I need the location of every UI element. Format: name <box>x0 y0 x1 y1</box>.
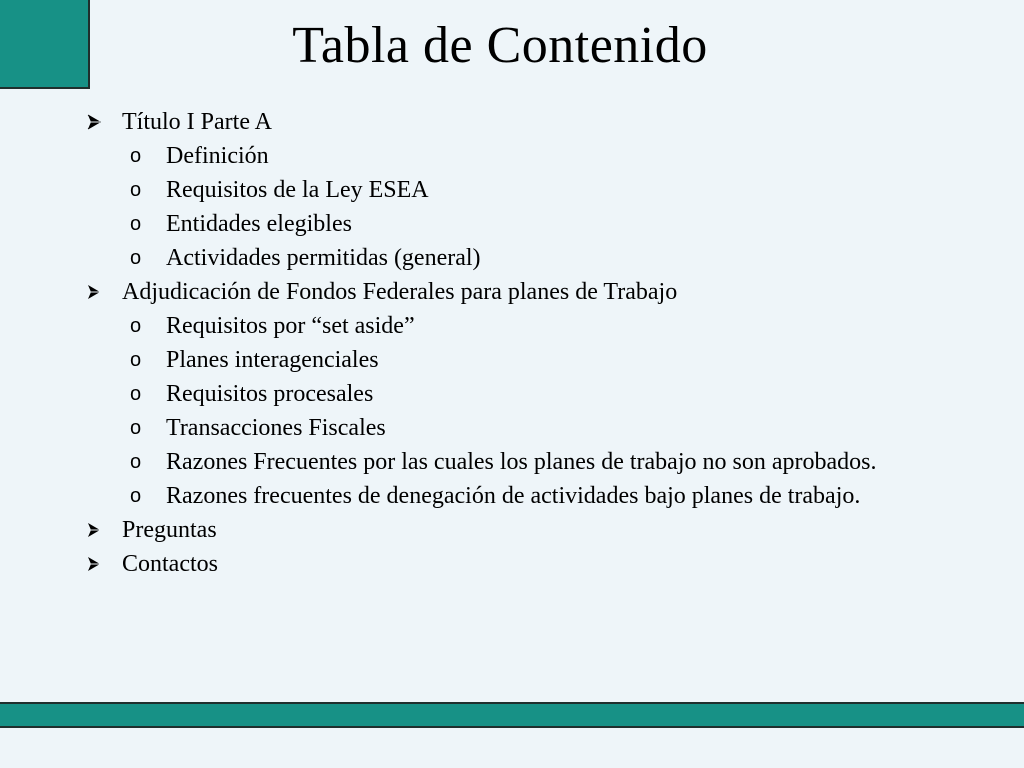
toc-subitem-label: Requisitos por “set aside” <box>166 313 415 339</box>
circle-bullet-icon: o <box>130 451 142 473</box>
circle-bullet-icon: o <box>130 247 142 269</box>
toc-section-label: Preguntas <box>122 517 217 543</box>
arrow-bullet-icon <box>84 108 106 136</box>
toc-section <box>84 108 944 136</box>
toc-subitem <box>84 448 944 476</box>
toc-subitem <box>84 210 944 238</box>
toc-subitem-label: Actividades permitidas (general) <box>166 245 481 271</box>
toc-subitem <box>84 244 944 272</box>
toc-section-label: Adjudicación de Fondos Federales para planes de Trabajo <box>122 279 678 305</box>
bottom-accent-bar <box>0 702 1024 728</box>
circle-bullet-icon: o <box>130 349 142 371</box>
toc-subitem-label: Razones frecuentes de denegación de actividades bajo planes de trabajo. <box>166 483 861 509</box>
toc-section <box>84 278 944 306</box>
toc-subitem-label: Requisitos procesales <box>166 381 374 407</box>
arrow-bullet-icon <box>84 550 106 578</box>
toc-subitem <box>84 346 944 374</box>
circle-bullet-icon: o <box>130 485 142 507</box>
toc-subitem <box>84 414 944 442</box>
circle-bullet-icon: o <box>130 213 142 235</box>
toc-section-label: Contactos <box>122 551 218 577</box>
circle-bullet-icon: o <box>130 417 142 439</box>
toc-section <box>84 516 944 544</box>
toc-section <box>84 550 944 578</box>
slide-title: Tabla de Contenido <box>292 17 708 74</box>
toc-subitem <box>84 142 944 170</box>
toc-section-label: Título I Parte A <box>122 109 272 135</box>
circle-bullet-icon: o <box>130 179 142 201</box>
toc-subitem-label: Requisitos de la Ley ESEA <box>166 177 429 203</box>
toc-subitem-label: Entidades elegibles <box>166 211 352 237</box>
toc-subitem-label: Planes interagenciales <box>166 347 379 373</box>
toc-subitem-label: Razones Frecuentes por las cuales los planes de trabajo no son aprobados. <box>166 449 877 475</box>
circle-bullet-icon: o <box>130 383 142 405</box>
toc-subitem <box>84 176 944 204</box>
toc-subitem <box>84 482 944 510</box>
arrow-bullet-icon <box>84 278 106 306</box>
toc-subitem-label: Transacciones Fiscales <box>166 415 386 441</box>
table-of-contents <box>84 108 944 584</box>
arrow-bullet-icon <box>84 516 106 544</box>
toc-subitem-label: Definición <box>166 143 269 169</box>
toc-subitem <box>84 380 944 408</box>
toc-subitem <box>84 312 944 340</box>
circle-bullet-icon: o <box>130 145 142 167</box>
circle-bullet-icon: o <box>130 315 142 337</box>
